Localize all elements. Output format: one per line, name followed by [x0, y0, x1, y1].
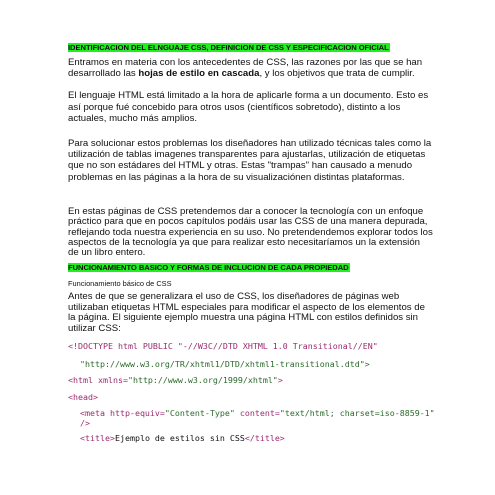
paragraph-intro-text-pre: Entramos en materia con los antecedentes de CSS, las razones por las que se han desarrollado las — [68, 57, 423, 79]
code-line-doctype: <!DOCTYPE html PUBLIC "-//W3C//DTD XHTML 1.0 Transitional//EN" — [68, 341, 378, 351]
code-dtd-url-string: "http://www.w3.org/TR/xhtml1/DTD/xhtml1-transitional.dtd"> — [80, 359, 370, 369]
code-title-text: Ejemplo de estilos sin CSS — [114, 433, 245, 443]
paragraph-intro — [68, 58, 433, 79]
code-title-open-tag: <title> — [80, 433, 115, 443]
code-meta-close: /> — [80, 418, 90, 428]
code-line-head: <head> — [68, 392, 98, 402]
paragraph-intro-text-post: , y los objetivos que trata de cumplir. — [259, 67, 415, 79]
paragraph-before-css: Antes de que se generalizara el uso de CSS, los diseñadores de páginas web utilizaban etiquetas HTML especiales para modificar el aspecto de los elementos de la página. El siguiente ejemplo muestra una página HTML con estilos definidos sin utilizar CSS: — [68, 291, 425, 334]
code-title-close-tag: </title> — [244, 433, 285, 443]
code-line-meta — [80, 408, 440, 428]
code-line-dtd-url — [80, 359, 370, 369]
section-heading-identificacion: IDENTIFICACION DEL ELNGUAJE CSS, DEFINICION DE CSS Y ESPECIFICACION OFICIAL — [68, 43, 389, 52]
paragraph-problems: Para solucionar estos problemas los diseñadores han utilizado técnicas tales como la utilización de tablas imagenes transparentes para ajustarlas, utilización de etiquetas que no son estádares del HTML y otras. Estas "trampas" han causado a menudo problemas en las páginas a la hora de su visualizaciónen distintas plataformas. — [68, 138, 432, 183]
code-line-html-open — [68, 375, 283, 385]
code-html-open-close: > — [277, 375, 283, 385]
code-meta-open-tag: <meta http-equiv= — [80, 408, 165, 418]
code-meta-content-value: "text/html; charset=iso-8859-1" — [279, 408, 435, 418]
section-heading-funcionamiento: FUNCIONAMIENTO BASICO Y FORMAS DE INCLUCION DE CADA PROPIEDAD — [68, 263, 349, 272]
code-line-title — [80, 433, 285, 443]
code-html-namespace: "http://www.w3.org/1999/xhtml" — [127, 375, 278, 385]
paragraph-html-limits: El lenguaje HTML está limitado a la hora de aplicarle forma a un documento. Esto es así porque fué concebido para otros usos (científicos sobretodo), distinto a los actuales, mucho más amplios. — [68, 90, 429, 125]
subheading-funcionamiento-basico: Funcionamiento básico de CSS — [68, 279, 172, 288]
code-meta-equiv-value: "Content-Type" — [164, 408, 235, 418]
code-meta-content-attr: content= — [234, 408, 280, 418]
paragraph-objectives: En estas páginas de CSS pretendemos dar a conocer la tecnología con un enfoque práctico para que en pocos capítulos podáis usar las CSS de una manera depurada, reflejando toda nuestra experiencia en su uso. No pretendendemos explorar todos los aspectos de la tecnología ya que para realizar esto necesitaríamos un la extensión de un libro entero. — [68, 206, 433, 259]
paragraph-intro-bold: hojas de estilo en cascada — [138, 67, 260, 79]
code-html-open-tag: <html xmlns= — [68, 375, 128, 385]
